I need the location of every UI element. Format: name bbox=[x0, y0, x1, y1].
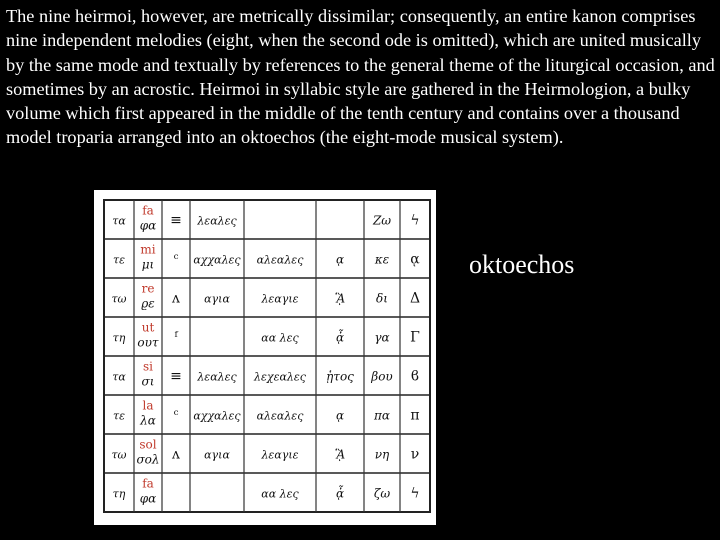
table-cell-c10: ϐ bbox=[410, 368, 420, 385]
solfege-label: si bbox=[143, 359, 153, 374]
table-cell-c2: μι bbox=[141, 257, 155, 272]
table-cell-c7: ᾆ bbox=[335, 330, 345, 345]
table-cell-c6: αα λες bbox=[261, 487, 299, 501]
table-cell-c9: Ζω bbox=[372, 213, 392, 228]
table-cell-c10: ν bbox=[410, 446, 420, 463]
table-cell-c6: λεαγιε bbox=[261, 292, 299, 306]
table-cell-c1: τε bbox=[113, 409, 125, 423]
solfege-label: ut bbox=[141, 320, 155, 335]
table-cell-c9: δι bbox=[376, 291, 388, 306]
table-cell-c2: φα bbox=[139, 491, 157, 506]
table-cell-c1: τη bbox=[112, 487, 126, 501]
table-cell-c6: λεαγιε bbox=[261, 448, 299, 462]
table-cell-c10: Γ bbox=[410, 329, 420, 346]
solfege-label: fa bbox=[142, 203, 154, 218]
table-cell-c6: αλεαλες bbox=[256, 253, 304, 267]
table-cell-c6: αλεαλες bbox=[256, 409, 304, 423]
table-cell-c10: π bbox=[410, 407, 420, 424]
table-cell-c9: γα bbox=[374, 330, 390, 345]
solfege-label: mi bbox=[140, 242, 156, 257]
table-cell-c7: ᾆ bbox=[335, 486, 345, 501]
body-paragraph: The nine heirmoi, however, are metrically dissimilar; consequently, an entire kanon comprises nine independent melodies (eight, when the second ode is omitted), which are united musically by the same mode and textually by references to the general theme of the liturgical occasion, and sometimes by an acrostic. Heirmoi in syllabic style are gathered in the Heirmologion, a bulky volume which first appeared in the middle of the tenth century and contains over a thousand model troparia arranged into an oktoechos (the eight-mode musical system). bbox=[6, 6, 715, 148]
solfege-label: la bbox=[142, 398, 154, 413]
table-cell-c1: τω bbox=[111, 292, 127, 306]
table-cell-c2: σι bbox=[141, 374, 155, 389]
table-cell-c6: λεχεαλες bbox=[254, 370, 306, 384]
table-cell-c7: ᾑτος bbox=[326, 369, 354, 384]
table-cell-c2: σολ bbox=[136, 452, 160, 467]
table-cell-c4: ᶠ bbox=[174, 329, 178, 346]
table-cell-c1: τη bbox=[112, 331, 126, 345]
table-cell-c5: αχχαλες bbox=[193, 409, 241, 423]
oktoechos-label: oktoechos bbox=[469, 250, 575, 279]
solfege-label: re bbox=[141, 281, 155, 296]
table-cell-c4: ≡ bbox=[170, 212, 182, 229]
table-cell-c1: τα bbox=[112, 370, 126, 384]
table-cell-c9: πα bbox=[374, 408, 390, 423]
neume-table bbox=[94, 190, 436, 525]
table-cell-c4: ᴧ bbox=[172, 446, 180, 463]
table-cell-c2: ϱε bbox=[141, 296, 155, 311]
solfege-label: fa bbox=[142, 476, 154, 491]
table-cell-c5: αχχαλες bbox=[193, 253, 241, 267]
table-cell-c1: τε bbox=[113, 253, 125, 267]
table-cell-c4: ᶜ bbox=[173, 407, 179, 424]
table-cell-c7: ᾳ bbox=[335, 252, 345, 267]
table-cell-c4: ≡ bbox=[170, 368, 182, 385]
table-cell-c10: ᾳ bbox=[410, 251, 420, 268]
table-cell-c10: Δ bbox=[409, 290, 421, 307]
table-cell-c4: ᶜ bbox=[173, 251, 179, 268]
table-cell-c10: ϟ bbox=[410, 485, 420, 502]
oktoechos-table-image bbox=[94, 190, 436, 525]
table-cell-c5: αγια bbox=[204, 448, 230, 462]
table-cell-c1: τω bbox=[111, 448, 127, 462]
table-cell-c10: ϟ bbox=[410, 212, 420, 229]
table-cell-c9: βου bbox=[371, 369, 393, 384]
table-cell-c1: τα bbox=[112, 214, 126, 228]
table-cell-c9: ζω bbox=[373, 486, 391, 501]
table-cell-c4: ᴧ bbox=[172, 290, 180, 307]
table-cell-c7: ᾋ bbox=[334, 447, 346, 462]
table-cell-c7: ᾳ bbox=[335, 408, 345, 423]
table-cell-c5: λεαλες bbox=[197, 370, 237, 384]
table-cell-c5: λεαλες bbox=[197, 214, 237, 228]
table-cell-c6: αα λες bbox=[261, 331, 299, 345]
table-cell-c2: φα bbox=[139, 218, 157, 233]
table-cell-c7: ᾋ bbox=[334, 291, 346, 306]
table-cell-c9: νη bbox=[374, 447, 390, 462]
solfege-label: sol bbox=[139, 437, 157, 452]
table-cell-c2: ουτ bbox=[137, 335, 159, 350]
table-cell-c5: αγια bbox=[204, 292, 230, 306]
table-cell-c2: λα bbox=[140, 413, 156, 428]
table-cell-c9: κε bbox=[374, 252, 390, 267]
